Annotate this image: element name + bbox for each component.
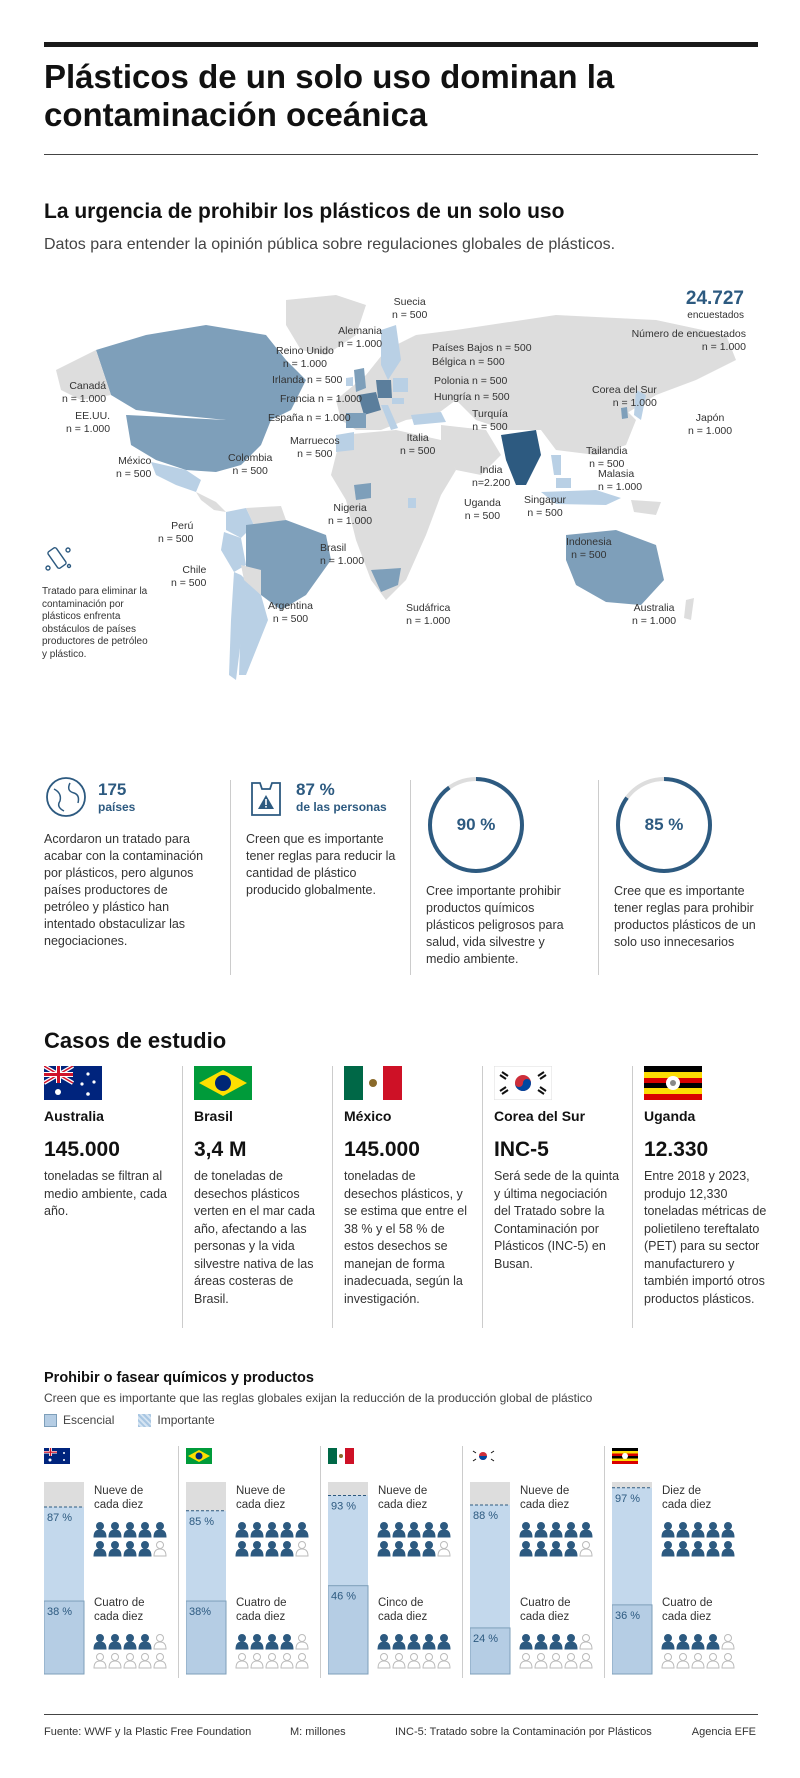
person-icon bbox=[154, 1523, 166, 1538]
map-label-brazil: Brasil n = 1.000 bbox=[320, 542, 365, 567]
person-icon bbox=[692, 1635, 704, 1650]
flag-uganda-icon bbox=[644, 1066, 702, 1100]
flag-south-korea-icon bbox=[494, 1066, 552, 1100]
stat-people bbox=[246, 775, 396, 899]
person-icon bbox=[692, 1542, 704, 1557]
person-icon bbox=[251, 1542, 263, 1557]
person-icon bbox=[662, 1542, 674, 1557]
map-label-south-africa: Sudáfrica n = 1.000 bbox=[406, 602, 451, 627]
stat-countries bbox=[44, 775, 204, 950]
footer-inc-note: INC-5: Tratado sobre la Contaminación por Plásticos bbox=[395, 1726, 652, 1738]
person-icon bbox=[677, 1654, 689, 1669]
stat-single-use bbox=[614, 775, 764, 951]
person-icon bbox=[707, 1635, 719, 1650]
case-desc: de toneladas de desechos plásticos verten en el mar cada año, afectando a las personas y la vida silvestre nativa de las áreas costeras de Brasil. bbox=[194, 1169, 315, 1306]
person-icon bbox=[565, 1542, 577, 1557]
person-icon bbox=[296, 1542, 308, 1557]
map-label-poland: Polonia n = 500 bbox=[434, 375, 508, 387]
person-icon bbox=[423, 1523, 435, 1538]
case-desc: Entre 2018 y 2023, produjo 12,330 toneladas métricas de polietileno tereftalato (PET) para su sector manufacturero y también importó otros productos plásticos. bbox=[644, 1169, 767, 1306]
person-icon bbox=[423, 1542, 435, 1557]
person-icon bbox=[535, 1523, 547, 1538]
case-corea bbox=[494, 1066, 622, 1273]
stat-single-use-desc: Cree que es importante tener reglas para prohibir productos plásticos de un solo uso innecesarios bbox=[614, 884, 756, 949]
person-icon bbox=[236, 1654, 248, 1669]
respondents-total-label: encuestados bbox=[687, 310, 744, 321]
person-icon bbox=[692, 1654, 704, 1669]
bans-divider bbox=[462, 1446, 463, 1678]
person-icon bbox=[408, 1523, 420, 1538]
case-divider bbox=[182, 1066, 183, 1328]
person-icon bbox=[124, 1523, 136, 1538]
person-icon bbox=[535, 1542, 547, 1557]
case-country: Uganda bbox=[644, 1108, 696, 1124]
case-number: 145.000 bbox=[344, 1138, 420, 1161]
person-icon bbox=[296, 1654, 308, 1669]
canada-shape bbox=[96, 325, 306, 420]
page-title: Plásticos de un solo uso dominan la contaminación oceánica bbox=[44, 58, 615, 133]
map-label-argentina: Argentina n = 500 bbox=[268, 600, 313, 625]
stat-people-desc: Creen que es importante tener reglas para reducir la cantidad de plástico producido globalmente. bbox=[246, 832, 396, 897]
map-label-turkey: Turquía n = 500 bbox=[472, 408, 508, 433]
footer-unit-note: M: millones bbox=[290, 1726, 346, 1738]
map-label-thailand: Tailandia n = 500 bbox=[586, 445, 628, 470]
legend-important-swatch bbox=[138, 1414, 151, 1427]
person-icon bbox=[408, 1542, 420, 1557]
top-rule bbox=[44, 42, 758, 47]
person-icon bbox=[393, 1635, 405, 1650]
case-uganda bbox=[644, 1066, 772, 1308]
case-mexico bbox=[344, 1066, 472, 1308]
map-label-australia: Australia n = 1.000 bbox=[632, 602, 677, 627]
bar-essential-label: 38% bbox=[189, 1606, 212, 1619]
bar-important-label: 88 % bbox=[473, 1510, 499, 1523]
map-label-japan: Japón n = 1.000 bbox=[688, 412, 733, 437]
person-icon bbox=[281, 1523, 293, 1538]
case-number: 3,4 M bbox=[194, 1138, 247, 1161]
person-icon bbox=[94, 1523, 106, 1538]
case-number: INC-5 bbox=[494, 1138, 549, 1161]
flag-icon bbox=[44, 1448, 70, 1464]
person-icon bbox=[722, 1542, 734, 1557]
bans-divider bbox=[178, 1446, 179, 1678]
person-icon bbox=[677, 1635, 689, 1650]
case-number: 12.330 bbox=[644, 1138, 709, 1161]
case-country: México bbox=[344, 1108, 392, 1124]
flag-icon bbox=[612, 1448, 638, 1464]
person-icon bbox=[423, 1654, 435, 1669]
map-label-uganda: Uganda n = 500 bbox=[464, 497, 501, 522]
central-america-shape bbox=[196, 492, 226, 512]
footer-rule bbox=[44, 1714, 758, 1715]
map-label-netherlands: Países Bajos n = 500 bbox=[432, 342, 532, 354]
case-country: Corea del Sur bbox=[494, 1108, 586, 1124]
person-icon bbox=[662, 1654, 674, 1669]
person-icon bbox=[281, 1542, 293, 1557]
case-divider bbox=[482, 1066, 483, 1328]
bar-important-label: 85 % bbox=[189, 1515, 215, 1528]
person-icon bbox=[520, 1523, 532, 1538]
person-icon bbox=[266, 1523, 278, 1538]
map-label-india: India n=2.200 bbox=[472, 464, 511, 489]
person-icon bbox=[692, 1523, 704, 1538]
top-ratio-text: Nueve de cada diez bbox=[378, 1485, 428, 1511]
flag-icon bbox=[328, 1448, 354, 1464]
person-icon bbox=[662, 1523, 674, 1538]
map-label-france: Francia n = 1.000 bbox=[280, 393, 363, 405]
person-icon bbox=[281, 1654, 293, 1669]
person-icon bbox=[124, 1635, 136, 1650]
person-icon bbox=[139, 1654, 151, 1669]
chile-shape bbox=[229, 572, 241, 680]
person-icon bbox=[251, 1635, 263, 1650]
legend-essential-swatch bbox=[44, 1414, 57, 1427]
map-label-chile: Chile n = 500 bbox=[171, 564, 207, 589]
flag-australia-icon bbox=[44, 1066, 102, 1100]
png-shape bbox=[631, 500, 661, 515]
bottom-ratio-text: Cuatro de cada diez bbox=[662, 1597, 713, 1623]
bar-essential-label: 24 % bbox=[473, 1632, 499, 1645]
case-divider bbox=[632, 1066, 633, 1328]
world-map bbox=[36, 280, 766, 730]
stat-chemicals-desc: Cree importante prohibir productos químicos plásticos peligrosos para salud, vida silvestre y medio ambiente. bbox=[426, 884, 564, 966]
footer-source: Fuente: WWF y la Plastic Free Foundation bbox=[44, 1726, 252, 1738]
person-icon bbox=[438, 1635, 450, 1650]
map-label-mexico: México n = 500 bbox=[116, 455, 152, 480]
person-icon bbox=[236, 1635, 248, 1650]
person-icon bbox=[550, 1523, 562, 1538]
top-ratio-text: Diez de cada diez bbox=[662, 1485, 712, 1511]
case-australia bbox=[44, 1066, 172, 1221]
map-label-canada: Canadá n = 1.000 bbox=[62, 380, 107, 405]
person-icon bbox=[722, 1523, 734, 1538]
map-label-sweden: Suecia n = 500 bbox=[392, 296, 428, 321]
bar-essential-label: 36 % bbox=[615, 1609, 641, 1622]
ireland-shape bbox=[346, 377, 353, 386]
person-icon bbox=[378, 1635, 390, 1650]
respondents-total: 24.727 bbox=[685, 288, 744, 309]
person-icon bbox=[94, 1635, 106, 1650]
map-label-indonesia: Indonesia n = 500 bbox=[566, 536, 612, 561]
person-icon bbox=[296, 1523, 308, 1538]
bans-legend bbox=[44, 1413, 215, 1427]
person-icon bbox=[520, 1654, 532, 1669]
person-icon bbox=[408, 1654, 420, 1669]
person-icon bbox=[408, 1635, 420, 1650]
stat-single-use-value: 85 % bbox=[644, 815, 684, 834]
case-desc: toneladas se filtran al medio ambiente, cada año. bbox=[44, 1169, 167, 1218]
person-icon bbox=[109, 1654, 121, 1669]
person-icon bbox=[707, 1542, 719, 1557]
top-ratio-text: Nueve de cada diez bbox=[94, 1485, 144, 1511]
nigeria-shape bbox=[354, 483, 371, 500]
person-icon bbox=[580, 1542, 592, 1557]
map-label-germany: Alemania n = 1.000 bbox=[338, 325, 383, 350]
person-icon bbox=[707, 1654, 719, 1669]
bans-divider bbox=[320, 1446, 321, 1678]
person-icon bbox=[565, 1654, 577, 1669]
case-brasil bbox=[194, 1066, 322, 1308]
bottom-ratio-text: Cuatro de cada diez bbox=[520, 1597, 571, 1623]
flag-icon bbox=[470, 1448, 496, 1464]
person-icon bbox=[251, 1654, 263, 1669]
person-icon bbox=[565, 1523, 577, 1538]
stat-people-unit: de las personas bbox=[296, 800, 387, 814]
person-icon bbox=[236, 1542, 248, 1557]
person-icon bbox=[281, 1635, 293, 1650]
person-icon bbox=[154, 1654, 166, 1669]
uk-shape bbox=[354, 368, 366, 392]
person-icon bbox=[94, 1654, 106, 1669]
stat-divider bbox=[410, 780, 411, 975]
bans-country-kr bbox=[470, 1446, 620, 1678]
map-label-hungary: Hungría n = 500 bbox=[434, 391, 510, 403]
map-note: Tratado para eliminar la contaminación por plásticos enfrenta obstáculos de países productores de petróleo y plástico. bbox=[42, 586, 148, 660]
person-icon bbox=[677, 1542, 689, 1557]
person-icon bbox=[550, 1635, 562, 1650]
stat-chemicals-value: 90 % bbox=[456, 815, 496, 834]
sample-size-legend bbox=[632, 328, 746, 354]
person-icon bbox=[393, 1654, 405, 1669]
map-label-south-korea: Corea del Sur n = 1.000 bbox=[592, 384, 657, 409]
person-icon bbox=[580, 1654, 592, 1669]
person-icon bbox=[393, 1523, 405, 1538]
person-icon bbox=[535, 1654, 547, 1669]
person-icon bbox=[438, 1523, 450, 1538]
person-icon bbox=[94, 1542, 106, 1557]
stat-divider bbox=[230, 780, 231, 975]
person-icon bbox=[378, 1523, 390, 1538]
bag-warning-icon bbox=[246, 775, 286, 819]
person-icon bbox=[109, 1635, 121, 1650]
bottom-ratio-text: Cuatro de cada diez bbox=[94, 1597, 145, 1623]
map-label-colombia: Colombia n = 500 bbox=[228, 452, 273, 477]
stat-divider bbox=[598, 780, 599, 975]
map-label-usa: EE.UU. n = 1.000 bbox=[66, 410, 111, 435]
bar-essential-label: 46 % bbox=[331, 1590, 357, 1603]
bans-country-br bbox=[186, 1446, 336, 1678]
map-label-belgium: Bélgica n = 500 bbox=[432, 356, 505, 368]
person-icon bbox=[251, 1523, 263, 1538]
person-icon bbox=[535, 1635, 547, 1650]
footer-agency: Agencia EFE bbox=[691, 1726, 756, 1738]
person-icon bbox=[124, 1654, 136, 1669]
bottle-icon bbox=[42, 542, 76, 581]
bar-important-label: 97 % bbox=[615, 1492, 641, 1505]
person-icon bbox=[266, 1654, 278, 1669]
person-icon bbox=[154, 1635, 166, 1650]
person-icon bbox=[423, 1635, 435, 1650]
top-ratio-text: Nueve de cada diez bbox=[520, 1485, 570, 1511]
person-icon bbox=[139, 1542, 151, 1557]
sample-size-label: Número de encuestados bbox=[631, 328, 746, 340]
person-icon bbox=[438, 1542, 450, 1557]
flag-brazil-icon bbox=[194, 1066, 252, 1100]
hungary-shape bbox=[392, 398, 404, 404]
person-icon bbox=[266, 1635, 278, 1650]
bar-essential-label: 38 % bbox=[47, 1606, 73, 1619]
stat-people-value: 87 % bbox=[296, 780, 335, 799]
case-country: Australia bbox=[44, 1108, 104, 1124]
bans-divider bbox=[604, 1446, 605, 1678]
legend-essential-label: Escencial bbox=[63, 1413, 115, 1427]
person-icon bbox=[378, 1542, 390, 1557]
uganda-shape bbox=[408, 498, 416, 508]
top-ratio-text: Nueve de cada diez bbox=[236, 1485, 286, 1511]
person-icon bbox=[139, 1523, 151, 1538]
map-label-nigeria: Nigeria n = 1.000 bbox=[328, 502, 373, 527]
person-icon bbox=[236, 1523, 248, 1538]
stat-countries-value: 175 bbox=[98, 780, 127, 799]
person-icon bbox=[520, 1542, 532, 1557]
person-icon bbox=[580, 1635, 592, 1650]
section-lede: Datos para entender la opinión pública sobre regulaciones globales de plásticos. bbox=[44, 236, 616, 253]
bar-important-label: 87 % bbox=[47, 1511, 73, 1524]
case-desc: toneladas de desechos plásticos, y se estima que entre el 38 % y el 58 % de estos desechos se manejan de forma inadecuada, según la investigación. bbox=[344, 1169, 467, 1306]
person-icon bbox=[722, 1654, 734, 1669]
person-icon bbox=[565, 1635, 577, 1650]
bans-subtitle: Creen que es importante que las reglas globales exijan la reducción de la producción global de plástico bbox=[44, 1391, 593, 1405]
person-icon bbox=[296, 1635, 308, 1650]
map-label-ireland: Irlanda n = 500 bbox=[272, 374, 343, 386]
stat-countries-unit: países bbox=[98, 800, 136, 814]
person-icon bbox=[438, 1654, 450, 1669]
map-label-malaysia: Malasia n = 1.000 bbox=[598, 468, 643, 493]
case-country: Brasil bbox=[194, 1108, 233, 1124]
legend-important-label: Importante bbox=[157, 1413, 215, 1427]
person-icon bbox=[550, 1654, 562, 1669]
bottom-ratio-text: Cuatro de cada diez bbox=[236, 1597, 287, 1623]
person-icon bbox=[378, 1654, 390, 1669]
map-label-singapore: Singapur n = 500 bbox=[524, 494, 567, 519]
poland-shape bbox=[393, 378, 408, 392]
person-icon bbox=[266, 1542, 278, 1557]
person-icon bbox=[677, 1523, 689, 1538]
person-icon bbox=[550, 1542, 562, 1557]
person-icon bbox=[154, 1542, 166, 1557]
flag-icon bbox=[186, 1448, 212, 1464]
person-icon bbox=[393, 1542, 405, 1557]
section-subtitle: La urgencia de prohibir los plásticos de un solo uso bbox=[44, 200, 565, 223]
bans-country-ug bbox=[612, 1446, 762, 1678]
sample-size-value: n = 1.000 bbox=[701, 341, 746, 353]
globe-icon bbox=[44, 775, 88, 819]
person-icon bbox=[109, 1542, 121, 1557]
map-label-uk: Reino Unido n = 1.000 bbox=[276, 345, 334, 370]
flag-mexico-icon bbox=[344, 1066, 402, 1100]
stat-countries-desc: Acordaron un tratado para acabar con la contaminación por plásticos, pero algunos países productores de petróleo y plástico han intentado obstaculizar las negociaciones. bbox=[44, 832, 204, 948]
title-divider bbox=[44, 154, 758, 155]
case-desc: Será sede de la quinta y última negociación del Tratado sobre la Contaminación por Plásticos (INC-5) en Busan. bbox=[494, 1169, 620, 1271]
stat-chemicals bbox=[426, 775, 576, 968]
bottom-ratio-text: Cinco de cada diez bbox=[378, 1597, 428, 1623]
malaysia-shape bbox=[556, 478, 571, 488]
map-label-peru: Perú n = 500 bbox=[158, 520, 194, 545]
bans-country-au bbox=[44, 1446, 194, 1678]
cases-title: Casos de estudio bbox=[44, 1028, 227, 1053]
bans-title: Prohibir o fasear químicos y productos bbox=[44, 1370, 314, 1386]
new-zealand-shape bbox=[684, 598, 694, 620]
person-icon bbox=[707, 1523, 719, 1538]
person-icon bbox=[520, 1635, 532, 1650]
bans-country-mx bbox=[328, 1446, 478, 1678]
thailand-shape bbox=[551, 455, 561, 475]
person-icon bbox=[580, 1523, 592, 1538]
case-divider bbox=[332, 1066, 333, 1328]
person-icon bbox=[124, 1542, 136, 1557]
person-icon bbox=[722, 1635, 734, 1650]
germany-shape bbox=[376, 380, 392, 398]
map-label-morocco: Marruecos n = 500 bbox=[290, 435, 340, 460]
person-icon bbox=[139, 1635, 151, 1650]
bar-important-label: 93 % bbox=[331, 1500, 357, 1513]
map-label-spain: España n = 1.000 bbox=[268, 412, 351, 424]
person-icon bbox=[109, 1523, 121, 1538]
person-icon bbox=[662, 1635, 674, 1650]
map-label-italy: Italia n = 500 bbox=[400, 432, 436, 457]
case-number: 145.000 bbox=[44, 1138, 120, 1161]
